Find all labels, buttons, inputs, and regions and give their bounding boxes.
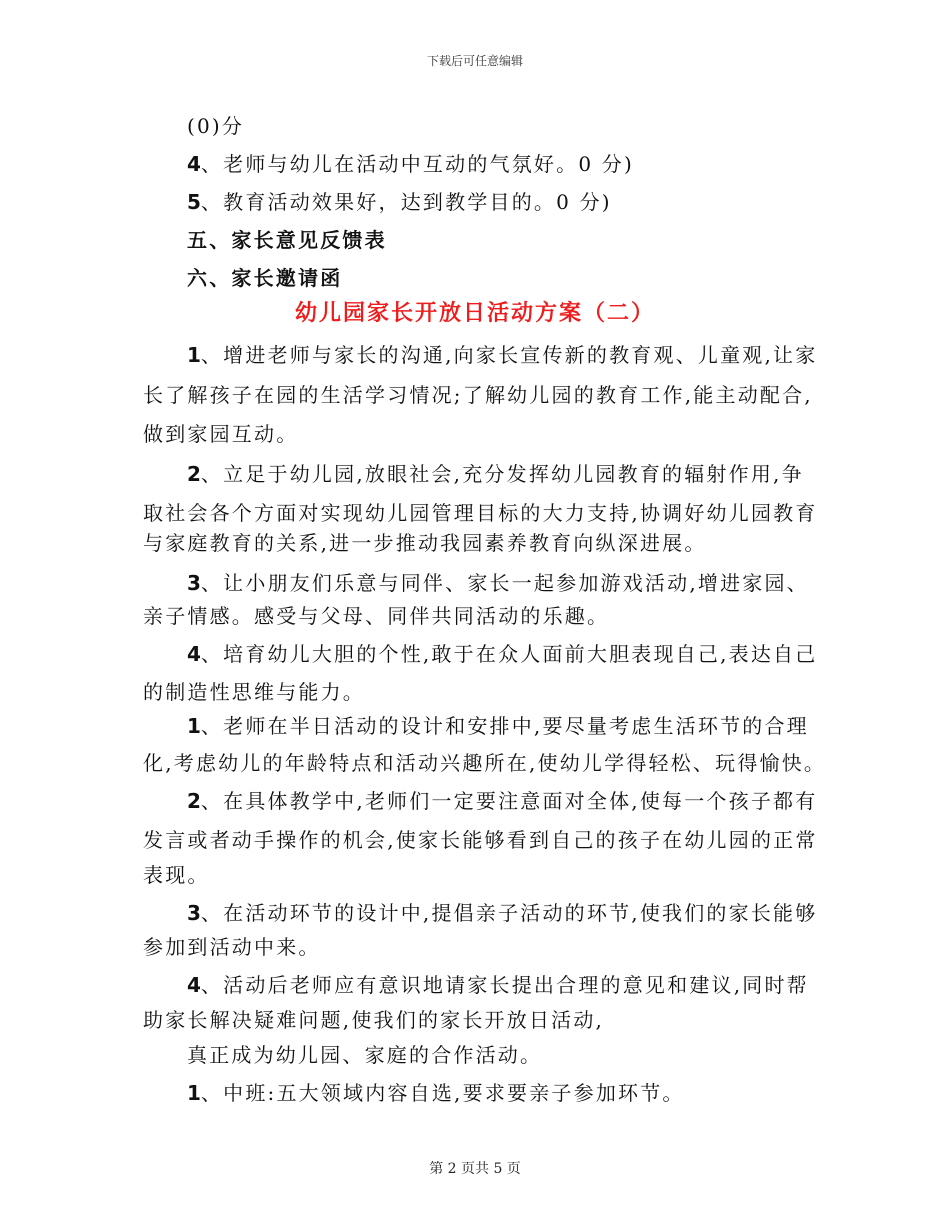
item-number: 1 (187, 343, 201, 367)
line-text: 、老师在半日活动的设计和安排中,要尽量考虑生活环节的合理 (200, 714, 809, 738)
item-text: 、老师与幼儿在活动中互动的气氛好。0 分) (200, 152, 635, 176)
item-number: 4 (187, 973, 201, 997)
page-header: 下载后可任意编辑 (426, 54, 523, 68)
item-number: 4 (187, 152, 201, 176)
paragraph-2-line-1 (187, 459, 859, 489)
guideline-3-line-2: 参加到活动中来。 (143, 935, 321, 959)
line-text: 、在活动环节的设计中,提倡亲子活动的环节,使我们的家长能够 (200, 901, 818, 925)
item-number: 1 (187, 714, 201, 738)
item-text: 、教育活动效果好，达到教学目的。0 分) (200, 190, 612, 214)
criteria-item-5 (187, 187, 859, 217)
line-text: 、增进老师与家长的沟通,向家长宣传新的教育观、儿童观,让家 (200, 343, 818, 367)
line-text: 、在具体教学中,老师们一定要注意面对全体,使每一个孩子都有 (200, 789, 818, 813)
line-text: 、让小朋友们乐意与同伴、家长一起参加游戏活动,增进家园、 (200, 571, 809, 595)
line-text: 、中班:五大领域内容自选,要求要亲子参加环节。 (200, 1081, 685, 1105)
item-number: 2 (187, 462, 201, 486)
paragraph-1-line-3: 做到家园互动。 (143, 422, 299, 446)
line-text: 、培育幼儿大胆的个性,敢于在众人面前大胆表现自己,表达自己 (200, 642, 818, 666)
criteria-item-4 (187, 149, 859, 179)
arrangement-item-1 (187, 1078, 859, 1108)
page-footer: 第 2 页共 5 页 (429, 1161, 521, 1177)
item-number: 5 (187, 190, 201, 214)
guideline-4-line-1 (187, 970, 859, 1000)
line-text: 、活动后老师应有意识地请家长提出合理的意见和建议,同时帮 (200, 973, 809, 997)
line-text: 、立足于幼儿园,放眼社会,充分发挥幼儿园教育的辐射作用,争 (200, 462, 804, 486)
item-number: 4 (187, 642, 201, 666)
item-number: 2 (187, 789, 201, 813)
paragraph-4-line-2: 的制造性思维与能力。 (143, 680, 365, 704)
score-line: (0)分 (187, 114, 245, 138)
paragraph-1-line-1 (187, 340, 859, 370)
paragraph-1-line-2: 长了解孩子在园的生活学习情况;了解幼儿园的教育工作,能主动配合, (143, 383, 813, 407)
section-heading-6: 六、家长邀请函 (187, 266, 343, 290)
guideline-3-line-1 (187, 898, 859, 928)
guideline-2-line-3: 表现。 (143, 863, 210, 887)
section-heading-5: 五、家长意见反馈表 (187, 228, 387, 252)
item-number: 3 (187, 571, 201, 595)
guideline-1-line-2: 化,考虑幼儿的年龄特点和活动兴趣所在,使幼儿学得轻松、玩得愉快。 (143, 751, 827, 775)
paragraph-3-line-1 (187, 568, 859, 598)
guideline-4-line-2: 助家长解决疑难问题,使我们的家长开放日活动, (143, 1008, 605, 1032)
paragraph-2-line-2: 取社会各个方面对实现幼儿园管理目标的大力支持,协调好幼儿园教育 (143, 501, 818, 525)
paragraph-3-line-2: 亲子情感。感受与父母、同伴共同活动的乐趣。 (143, 604, 610, 628)
document-title: 幼儿园家长开放日活动方案（二） (294, 301, 655, 326)
guideline-2-line-2: 发言或者动手操作的机会,使家长能够看到自己的孩子在幼儿园的正常 (143, 828, 818, 852)
guideline-1-line-1 (187, 711, 859, 741)
paragraph-2-line-3: 与家庭教育的关系,进一步推动我园素养教育向纵深进展。 (143, 531, 707, 555)
item-number: 3 (187, 901, 201, 925)
paragraph-4-line-1 (187, 639, 859, 669)
guideline-conclusion: 真正成为幼儿园、家庭的合作活动。 (187, 1043, 543, 1067)
guideline-2-line-1 (187, 786, 859, 816)
item-number: 1 (187, 1081, 201, 1105)
